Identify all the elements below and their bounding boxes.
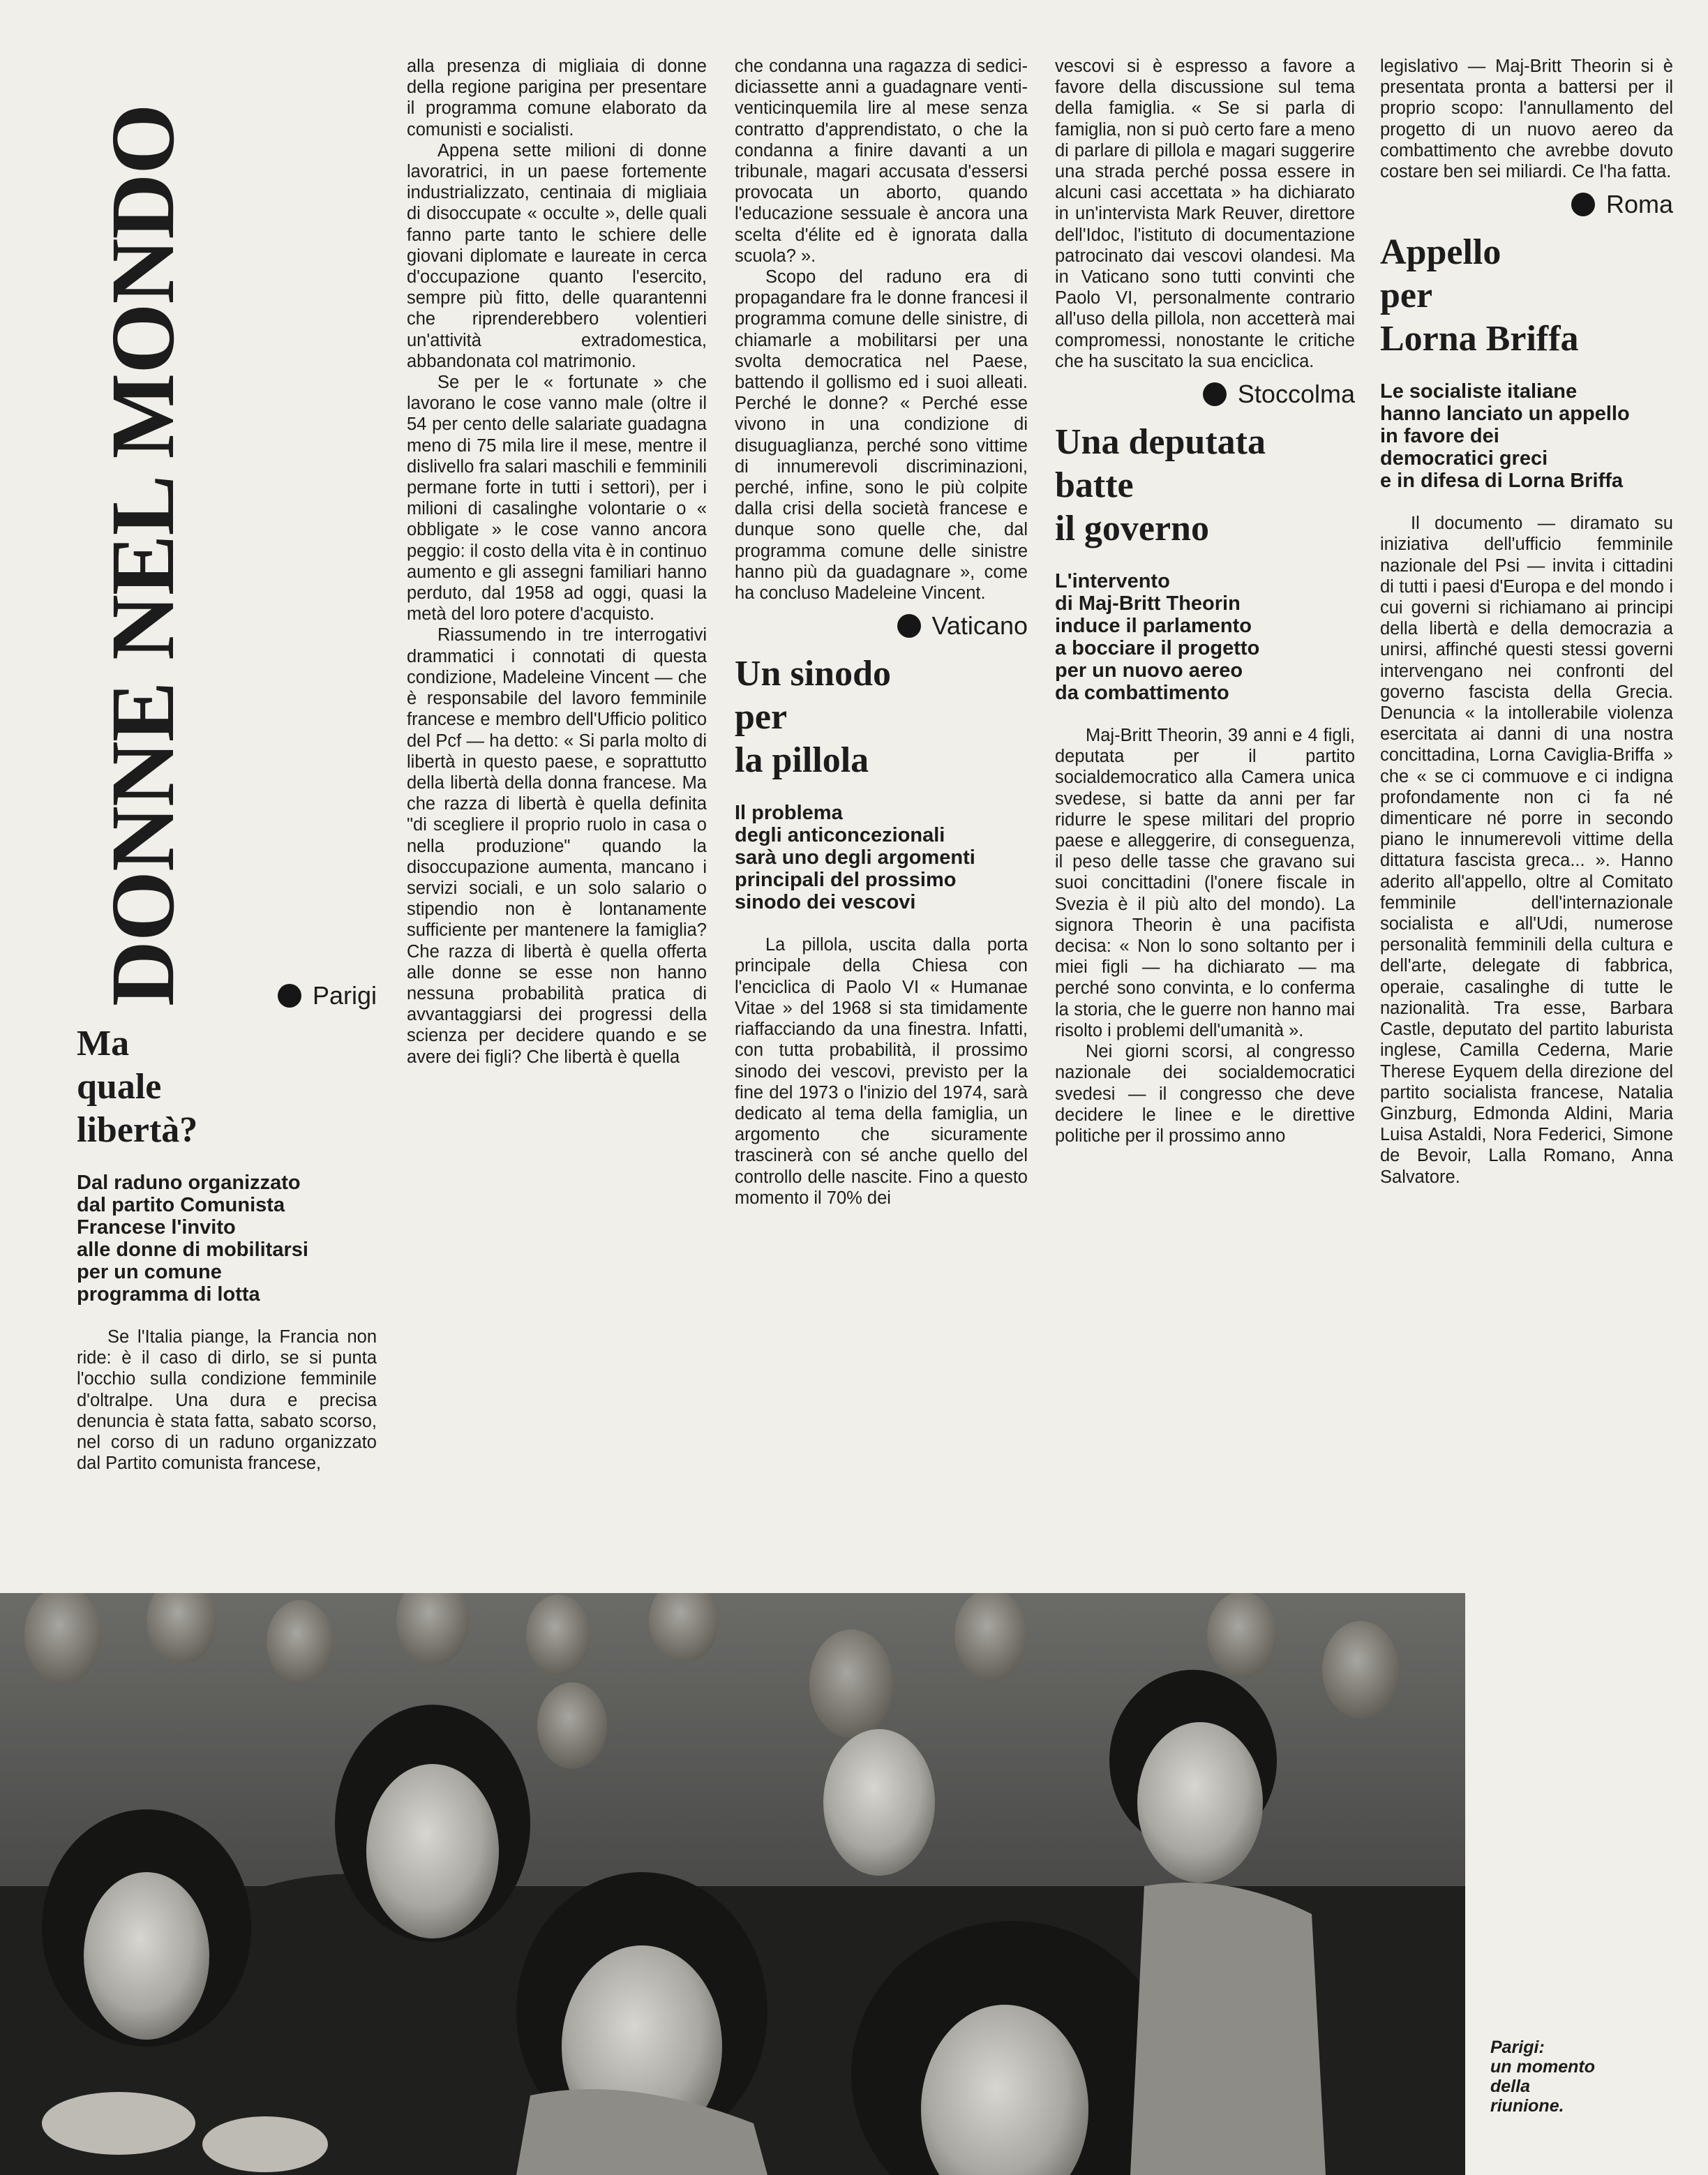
dateline-stoccolma [1055, 380, 1355, 408]
bullet-icon [278, 984, 301, 1008]
paragraph: Appena sette milioni di donne lavoratrici, in un paese fortemente industrializzato, centinaia di migliaia di disoccupate « occulte », delle quali fanno parte tanto le schiere delle giovani diplomate e laureate in cerca d'occupazione quanto l'esercito, sempre più fitto, delle quarantenni che riprenderebbero volentieri un'attività extradomestica, abbandonata col matrimonio. [407, 140, 707, 371]
column-5 [1380, 56, 1673, 1587]
paragraph: Scopo del raduno era di propagandare fra le donne francesi il programma comune delle sinistre, di chiamarle a mobilitarsi per una svolta democratica nel Paese, battendo il gollismo ed i suoi alleati. Perché le donne? « Perché esse vivono in una condizione di disuguaglianza, perché sono vittime di innumerevoli discriminazioni, perché, infine, sono le più colpite dalla crisi della società francese e dunque sono quelle che, dal programma comune delle sinistre hanno più da guadagnare », come ha concluso Madeleine Vincent. [735, 267, 1028, 604]
section-title: DONNE NEL MONDO [93, 104, 193, 1006]
paragraph: Nei giorni scorsi, al congresso nazionale dei socialdemocratici svedesi — il congresso che deve decidere le linee e le direttive politiche per il prossimo anno [1055, 1042, 1355, 1146]
bullet-icon [1203, 382, 1227, 406]
dateline-text: Roma [1605, 190, 1673, 219]
dateline-roma [1380, 190, 1673, 218]
column-1 [77, 973, 377, 1587]
column-2 [407, 56, 707, 1587]
paragraph: Maj-Britt Theorin, 39 anni e 4 figli, deputata per il partito socialdemocratico alla Camera unica svedese, si batte da anni per far ridurre le spese militari del proprio paese e alleggerire, di conseguenza, il peso delle tasse che gravano sui suoi concittadini (l'onere fiscale in Svezia è il più alto del mondo). La signora Theorin è una pacifista decisa: « Non lo sono soltanto per i miei figli — ha dichiarato — ma perché sono convinta, e lo conferma la storia, che le guerre non hanno mai risolto i problemi dell'umanità ». [1055, 726, 1355, 1040]
dateline-text: Stoccolma [1237, 380, 1355, 409]
column-4 [1055, 56, 1355, 1587]
paragraph: Se l'Italia piange, la Francia non ride: è il caso di dirlo, se si punta l'occhio sulla condizione femminile d'oltralpe. Una dura e precisa denuncia è stata fatta, sabato scorso, nel corso di un raduno organizzato dal Partito comunista francese, [77, 1327, 377, 1474]
paragraph: Riassumendo in tre interrogativi drammatici i connotati di questa condizione, Madeleine Vincent — che è responsabile del lavoro femminile francese e membro dell'Ufficio politico del Pcf — ha detto: « Si parla molto di libertà in questo paese, e soprattutto della libertà della donna francese. Ma che razza di libertà è quella definita "di scegliere il proprio ruolo in casa o nella produzione" quando la disoccupazione aumenta, mancano i servizi sociali, e un solo salario o stipendio non è lontanamente sufficiente per mantenere la famiglia? Che razza di libertà è quella offerta alle donne se esse non hanno nessuna probabilità pratica di avvantaggiarsi dei progressi della scienza per decidere quando e se avere dei figli? Che libertà è quella [407, 625, 707, 1067]
photo-audience [0, 1593, 1465, 2175]
dateline-text: Parigi [312, 981, 377, 1010]
headline-roma: Appello per Lorna Briffa [1380, 232, 1579, 359]
headline-vaticano: Un sinodo per la pillola [735, 654, 891, 781]
bullet-icon [1571, 193, 1595, 216]
deck-parigi: Dal raduno organizzato dal partito Comunista Francese l'invito alle donne di mobilitarsi per un comune programma di lotta [77, 1172, 308, 1306]
dateline-vaticano [735, 612, 1028, 640]
column-3 [735, 56, 1028, 1587]
paragraph: vescovi si è espresso a favore a favore della discussione sul tema della famiglia. « Se si parla di famiglia, non si può certo fare a meno di parlare di pillola e magari suggerire una strada perché possa essere in alcuni casi accettata » ha dichiarato in un'intervista Mark Reuver, direttore dell'Idoc, l'istituto di documentazione patrocinato dai vescovi olandesi. Ma in Vaticano sono tutti convinti che Paolo VI, personalmente contrario all'uso della pillola, non accetterà mai compromessi, nonostante le critiche che ha suscitato la sua enciclica. [1055, 57, 1355, 371]
deck-stoccolma: L'intervento di Maj-Britt Theorin induce il parlamento a bocciare il progetto per un nuovo aereo da combattimento [1055, 570, 1260, 705]
bullet-icon [897, 614, 921, 638]
paragraph: legislativo — Maj-Britt Theorin si è presentata pronta a battersi per il proprio scopo: l'annullamento del progetto di un nuovo aereo da combattimento che avrebbe dovuto costare ben sei miliardi. Ce l'ha fatta. [1380, 57, 1673, 182]
paragraph: alla presenza di migliaia di donne della regione parigina per presentare il programma comune elaborato da comunisti e socialisti. [407, 57, 707, 140]
paragraph: Il documento — diramato su iniziativa dell'ufficio femminile nazionale del Psi — invita i cittadini di tutti i paesi d'Europa e del mondo i cui governi si richiamano ai principi della libertà e della democrazia a unirsi, affinché questi stessi governi intervengano nei confronti del governo fascista della Grecia. Denuncia « la intollerabile violenza esercitata ai danni di una nostra concittadina, Lorna Caviglia-Briffa » che « se ci commuove e ci indigna profondamente non ci fa né dimenticare né porre in secondo piano le innumerevoli vittime della dittatura fascista greca... ». Hanno aderito all'appello, oltre al Comitato femminile dell'internazionale socialista e all'Udi, numerose personalità femminili della cultura e dell'arte, delegate di fabbrica, operaie, casalinghe di tutte le nazionalità. Tra esse, Barbara Castle, deputato del partito laburista inglese, Camilla Cederna, Marie Therese Eyquem della direzione del partito socialista francese, Natalia Ginzburg, Edmonda Aldini, Maria Luisa Astaldi, Nora Federici, Simone de Bevoir, Lalla Romano, Anna Salvatore. [1380, 514, 1673, 1187]
paragraph: Se per le « fortunate » che lavorano le cose vanno male (oltre il 54 per cento delle salariate guadagna meno di 75 mila lire il mese, mentre il dislivello fra salari maschili e femminili permane forte in tutti i settori), per i milioni di casalinghe volontarie o « obbligate » le cose vanno ancora peggio: il costo della vita è in continuo aumento e gli assegni familiari hanno perduto, dal 1958 ad oggi, quasi la metà del loro potere d'acquisto. [407, 373, 707, 625]
headline-stoccolma: Una deputata batte il governo [1055, 422, 1266, 549]
deck-roma: Le socialiste italiane hanno lanciato un appello in favore dei democratici greci e in difesa di Lorna Briffa [1380, 380, 1630, 493]
paragraph: La pillola, uscita dalla porta principale della Chiesa con l'enciclica di Paolo VI « Humanae Vitae » del 1968 si sta timidamente riaffacciando da una finestra. Infatti, con tutta probabilità, il prossimo sinodo dei vescovi, previsto per la fine del 1973 o l'inizio del 1974, sarà dedicato al tema della famiglia, un argomento che sicuramente trascinerà con sé anche quello del controllo delle nascite. Fino a questo momento il 70% dei [735, 935, 1028, 1208]
photo-image [0, 1593, 1465, 2175]
dateline-text: Vaticano [931, 611, 1028, 641]
paragraph: che condanna una ragazza di sedici-diciassette anni a guadagnare venti-venticinquemila lire al mese senza contratto d'apprendistato, o che la condanna a finire davanti a un tribunale, magari accusata d'essersi provocata un aborto, quando l'educazione sessuale è ancora una scelta d'élite ed è ignorata dalla scuola? ». [735, 57, 1028, 266]
dateline-parigi [77, 982, 377, 1010]
photo-caption: Parigi: un momento della riunione. [1490, 2038, 1595, 2116]
headline-parigi: Ma quale libertà? [77, 1024, 198, 1150]
deck-vaticano: Il problema degli anticoncezionali sarà uno degli argomenti principali del prossimo sinodo dei vescovi [735, 802, 975, 914]
